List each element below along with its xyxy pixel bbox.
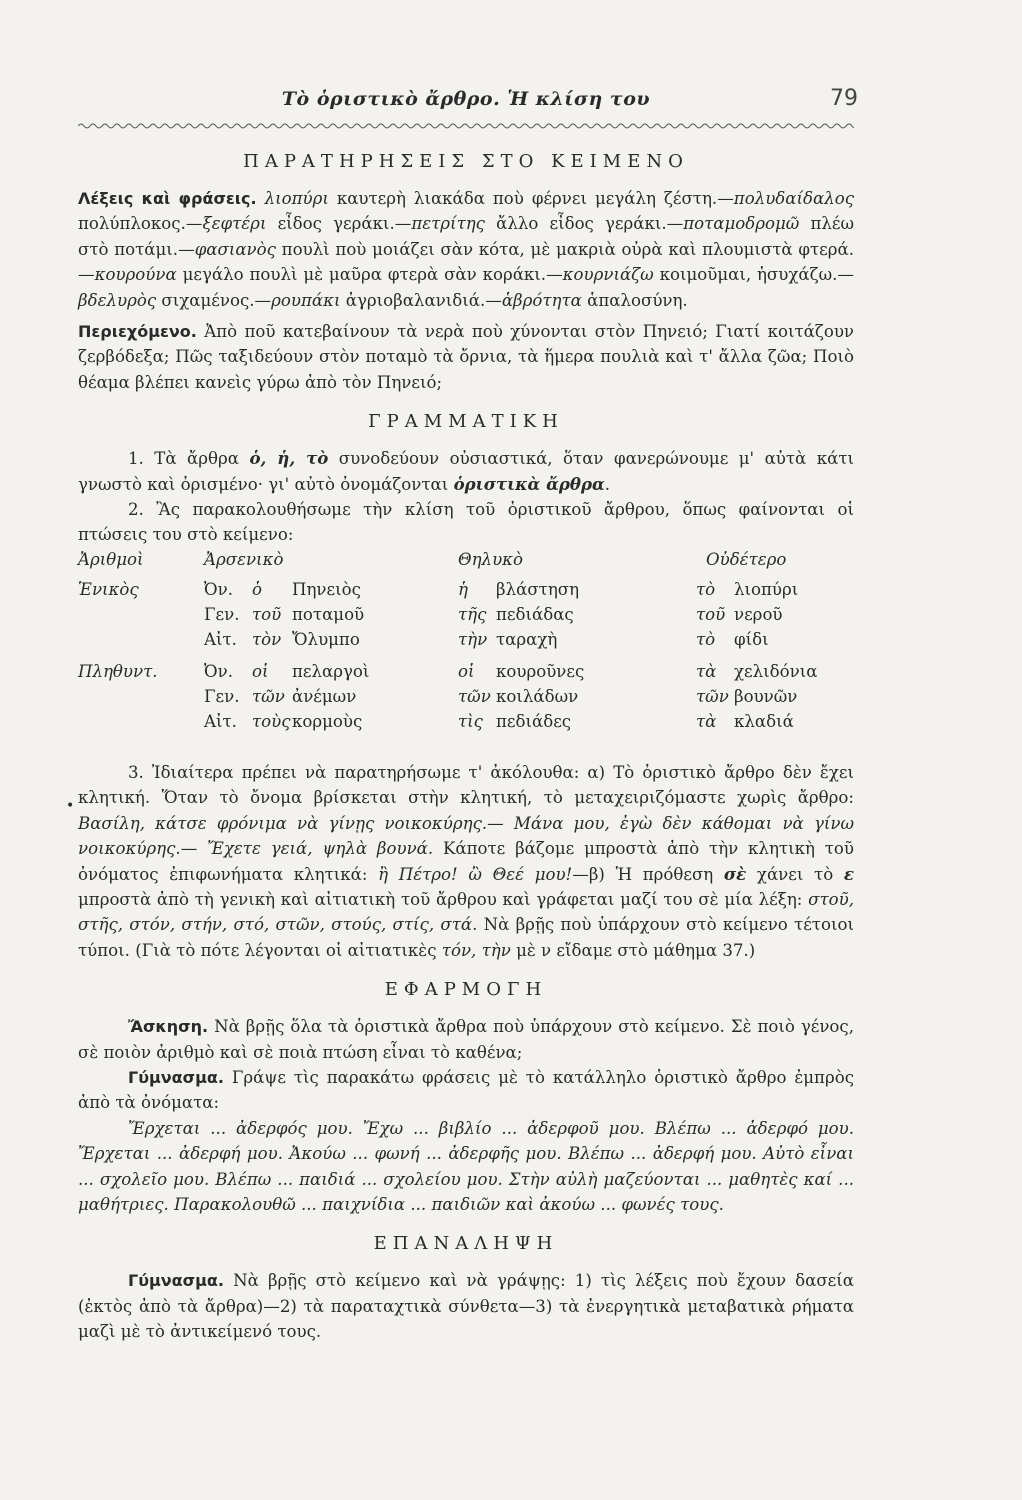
case-label: Αἰτ. <box>204 629 237 649</box>
neut-noun: νεροῦ <box>734 604 783 624</box>
masc-article: τῶν <box>252 686 285 706</box>
glossary-term: λιοπύρι <box>264 189 329 208</box>
content-text: Ἀπὸ ποῦ κατεβαίνουν τὰ νερὰ ποὺ χύνονται στὸν Πηνειό; Γιατί κοιτάζουν ζερβόδεξα; Πῶς ταξιδεύουν στὸν ποταμὸ τὰ ὄρνια, τὰ ἥμερα πουλιὰ καὶ τ' ἄλλα ζῶα; Ποιὸ θέαμα βλέπει κανεὶς γύρω ἀπὸ τὸν Πηνειό; <box>78 322 854 392</box>
masc-noun: κορμοὺς <box>292 711 363 731</box>
running-title: Τὸ ὁριστικὸ ἄρθρο. Ἡ κλίση του <box>281 88 651 110</box>
neut-article: τὰ <box>696 661 717 681</box>
glossary-term: φασιανὸς <box>194 239 276 259</box>
glossary-term: βδελυρὸς <box>78 290 157 310</box>
fem-article: τὴν <box>458 629 488 649</box>
masc-noun: ἀνέμων <box>292 686 357 706</box>
glossary-term: κουρνιάζω <box>562 265 654 285</box>
text: Νὰ βρῇς ποὺ ὑπάρχουν στὸ κείμενο τέτοιοι τύποι. (Γιὰ τὸ πότε λέγονται οἱ αἰτιατικὲς <box>78 915 854 960</box>
page-number: 79 <box>830 86 858 111</box>
glossary-paragraph <box>78 186 854 313</box>
table-header: Θηλυκὸ <box>458 549 524 569</box>
case-label: Αἰτ. <box>204 711 237 731</box>
text: Νὰ βρῇς ὅλα τὰ ὁριστικὰ ἄρθρα ποὺ ὑπάρχουν στὸ κείμενο. Σὲ ποιὸ γένος, σὲ ποιὸν ἀριθμὸ καὶ σὲ ποιὰ πτώση εἶναι τὸ καθένα; <box>78 1017 854 1062</box>
neut-article: τῶν <box>696 686 729 706</box>
drill-sentences: Ἔρχεται ... ἀδερφός μου. Ἔχω ... βιβλίο ... ἀδερφοῦ μου. Βλέπω ... ἀδερφό μου. Ἔρχεται ... ἀδερφή μου. Ἀκούω ... φωνή ... ἀδερφῆς μου. Βλέπω ... ἀδερφή μου. Αὐτὸ εἶναι ... σχολεῖο μου. Βλέπω ... παιδιά ... σχολείου μου. Στὴν αὐλὴ μαζεύονται ... μαθητὲς καί ... μαθήτριες. Παρακολουθῶ ... παιχνίδια ... παιδιῶν καὶ ἀκούω ... φωνές τους. <box>78 1118 854 1214</box>
preposition-se: σὲ <box>723 863 747 884</box>
neut-noun: κλαδιά <box>734 711 794 731</box>
drill-paragraph <box>78 1065 854 1116</box>
review-drill <box>78 1268 854 1344</box>
drill-label: Γύμνασμα. <box>128 1067 224 1087</box>
content-questions <box>78 319 854 395</box>
neut-noun: λιοπύρι <box>734 579 799 599</box>
heading-application: ΕΦΑΡΜΟΓΗ <box>384 979 548 1001</box>
plural-label: Πληθυντ. <box>78 661 158 681</box>
case-label: Γεν. <box>204 604 240 624</box>
masc-noun: Πηνειὸς <box>292 579 361 599</box>
glossary-term: ποταμοδρομῶ <box>683 214 800 234</box>
text: μὲ ν εἴδαμε στὸ μάθημα 37.) <box>510 940 756 960</box>
table-header: Οὐδέτερο <box>706 549 787 569</box>
glossary-definition: μεγάλο πουλὶ μὲ μαῦρα φτερὰ σὰν κοράκι.— <box>176 265 563 285</box>
heading-observations: ΠΑΡΑΤΗΡΗΣΕΙΣ ΣΤΟ ΚΕΙΜΕΝΟ <box>243 151 689 172</box>
content-label: Περιεχόμενο. <box>78 322 197 342</box>
definite-article-term: ὁριστικὰ ἄρθρα <box>453 473 605 494</box>
glossary-definition: σιχαμένος.— <box>156 290 272 310</box>
neut-noun: βουνῶν <box>734 686 798 706</box>
case-label: Γεν. <box>204 686 240 706</box>
glossary-definition: κοιμοῦμαι, ἡσυχάζω.— <box>653 265 854 285</box>
interjection-examples: ἢ Πέτρο! ὢ Θεέ μου! <box>378 864 573 884</box>
masc-article: οἱ <box>252 661 269 681</box>
masc-article: τοὺς <box>252 711 291 731</box>
heading-grammar: ΓΡΑΜΜΑΤΙΚΗ <box>368 411 564 433</box>
fem-article: τῶν <box>458 686 491 706</box>
fem-article: τὶς <box>458 711 483 731</box>
glossary-definition: καυτερὴ λιακάδα ποὺ φέρνει μεγάλη ζέστη.— <box>328 189 734 208</box>
declension-table <box>78 550 854 746</box>
glossary-label: Λέξεις καὶ φράσεις. <box>78 189 257 208</box>
page <box>66 82 858 1345</box>
text: 3. Ἰδιαίτερα πρέπει νὰ παρατηρήσωμε τ' ἀκόλουθα: α) Τὸ ὁριστικὸ ἄρθρο δὲν ἔχει κλητική. Ὅταν τὸ ὄνομα βρίσκεται στὴν κλητική, τὸ μεταχειριζόμαστε χωρὶς ἄρθρο: <box>78 762 854 808</box>
fem-noun: κοιλάδων <box>496 686 579 706</box>
glossary-term: ρουπάκι <box>271 290 341 310</box>
review-drill-label: Γύμνασμα. <box>128 1271 224 1291</box>
text: . <box>604 474 611 494</box>
table-header: Ἀρσενικὸ <box>204 549 284 569</box>
glossary-definition: πλέω στὸ ποτάμι.— <box>78 214 854 259</box>
running-header <box>78 82 858 116</box>
masc-noun: ποταμοῦ <box>292 604 365 624</box>
fem-noun: κουροῦνες <box>496 661 585 681</box>
neut-article: τὰ <box>696 711 717 731</box>
fem-noun: πεδιάδες <box>496 711 572 731</box>
masc-article: ὁ <box>252 579 262 599</box>
neut-article: τοῦ <box>696 604 726 624</box>
case-label: Ὀν. <box>204 579 233 599</box>
text: συνοδεύουν οὐσιαστικά, ὅταν φανερώνουμε μ' αὐτὰ κάτι γνωστὸ καὶ ὁρισμένο· γι' αὐτὸ ὀνομάζονται <box>78 449 854 494</box>
neut-article: τὸ <box>696 579 716 599</box>
fem-article: ἡ <box>458 579 468 599</box>
neut-noun: φίδι <box>734 629 769 649</box>
case-label: Ὀν. <box>204 661 233 681</box>
contracted-forms: στοῦ, στῆς, στόν, στήν, στό, στῶν, στούς, στίς, στά. <box>78 889 854 935</box>
neut-article: τὸ <box>696 629 716 649</box>
text: 1. Τὰ ἄρθρα <box>128 449 250 469</box>
table-header: Ἀριθμοὶ <box>78 549 144 569</box>
glossary-definition: πολύπλοκος.— <box>78 214 203 234</box>
articles-example: ὁ, ἡ, τὸ <box>249 448 329 469</box>
fem-noun: ταραχὴ <box>496 629 558 649</box>
text: —β) Ἡ πρόθεση <box>572 864 724 884</box>
glossary-term: ξεφτέρι <box>202 214 267 234</box>
masc-article: τοῦ <box>252 604 282 624</box>
exercise-paragraph <box>78 1014 854 1065</box>
wavy-rule <box>78 121 854 131</box>
text: Γράψε τὶς παρακάτω φράσεις μὲ τὸ κατάλληλο ὁριστικὸ ἄρθρο ἐμπρὸς ἀπὸ τὰ ὀνόματα: <box>78 1067 854 1113</box>
glossary-term: κουρούνα <box>94 265 177 285</box>
glossary-definition: ἁπαλοσύνη. <box>581 290 688 310</box>
text: Κάποτε βάζομε μπροστὰ ἀπὸ τὴν κλητικὴ τοῦ ὀνόματος ἐπιφωνήματα κλητικά: <box>78 839 854 884</box>
glossary-definition: εἶδος γεράκι.— <box>266 214 412 234</box>
text: Νὰ βρῇς στὸ κείμενο καὶ νὰ γράψῃς: 1) τὶς λέξεις ποὺ ἔχουν δασεία (ἐκτὸς ἀπὸ τὰ ἄρθρα)—2) τὰ παραταχτικὰ σύνθετα—3) τὰ ἐνεργητικὰ μεταβατικὰ ρήματα μαζὶ μὲ τὸ ἀντικείμενό τους. <box>78 1271 854 1342</box>
glossary-definition: ἀγριοβαλανιδιά.— <box>340 290 502 310</box>
vocative-examples: Βασίλη, κάτσε φρόνιμα νὰ γίνῃς νοικοκύρης.— Μάνα μου, ἐγὼ δὲν κάθομαι νὰ γίνω νοικοκύρης.— Ἔχετε γειά, ψηλὰ βουνά. <box>78 813 854 859</box>
fem-article: οἱ <box>458 661 475 681</box>
heading-review: ΕΠΑΝΑΛΗΨΗ <box>373 1233 559 1255</box>
exercise-label: Ἄσκηση. <box>128 1017 209 1037</box>
fem-noun: πεδιάδας <box>496 604 574 624</box>
grammar-point-1 <box>78 446 854 497</box>
neut-noun: χελιδόνια <box>734 661 818 681</box>
margin-dot: • <box>66 798 75 814</box>
glossary-term: πολυδαίδαλος <box>733 189 854 208</box>
glossary-term: ἁβρότητα <box>501 290 582 310</box>
accusative-forms: τόν, τὴν <box>441 940 511 960</box>
glossary-definition: ἄλλο εἶδος γεράκι.— <box>484 214 684 234</box>
glossary-definition: πουλὶ ποὺ μοιάζει σὰν κότα, μὲ μακριὰ οὐρὰ καὶ πλουμιστὰ φτερά.— <box>78 239 855 285</box>
grammar-point-2: 2. Ἂς παρακολουθήσωμε τὴν κλίση τοῦ ὁριστικοῦ ἄρθρου, ὅπως φαίνονται οἱ πτώσεις του στὸ κείμενο: <box>78 500 854 545</box>
text: χάνει τὸ <box>746 864 844 884</box>
grammar-point-3 <box>78 760 854 963</box>
masc-article: τὸν <box>252 629 282 649</box>
letter-e: ε <box>843 863 854 884</box>
masc-noun: Ὄλυμπο <box>292 629 360 649</box>
fem-article: τῆς <box>458 604 487 624</box>
masc-noun: πελαργοὶ <box>292 661 370 681</box>
text: μπροστὰ ἀπὸ τὴ γενικὴ καὶ αἰτιατικὴ τοῦ ἄρθρου καὶ γράφεται μαζί του σὲ μία λέξη: <box>78 889 809 909</box>
glossary-term: πετρίτης <box>411 214 485 234</box>
fem-noun: βλάστηση <box>496 579 580 599</box>
singular-label: Ἑνικὸς <box>78 579 139 599</box>
